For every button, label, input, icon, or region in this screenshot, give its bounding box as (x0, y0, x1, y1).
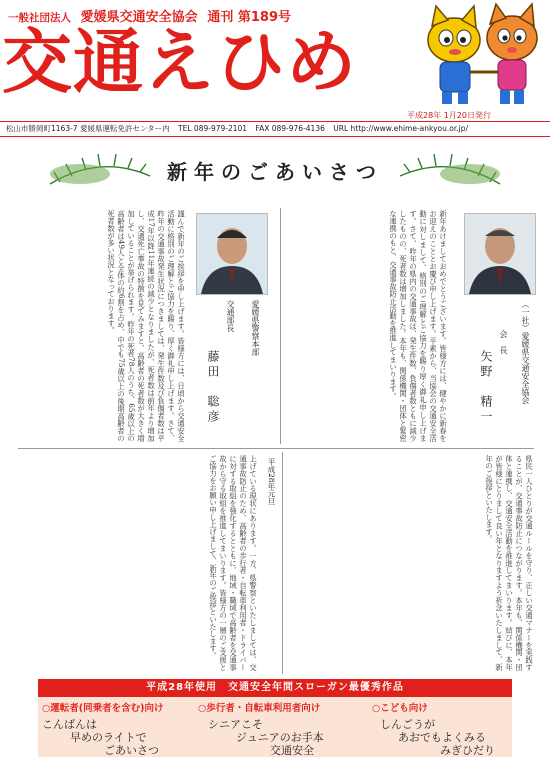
police-closing-date: 平成28年元旦 (267, 458, 276, 506)
assoc-portrait-photo (464, 213, 536, 295)
slogan-category-driver: ○運転者(同乗者を含む)向け (42, 703, 164, 714)
issue-number: 通刊 第189号 (207, 10, 291, 25)
org-name: 愛媛県交通安全協会 (80, 10, 198, 25)
police-name: 藤田 聡彦 (206, 350, 220, 425)
police-title: 愛媛県警察本部 (251, 300, 260, 356)
section-divider (18, 448, 534, 449)
assoc-role: 会 長 (499, 330, 508, 354)
slogan-line: シニアこそ (208, 718, 263, 731)
police-role: 交通部長 (226, 300, 235, 332)
issue-date: 平成28年 1月20日発行 (407, 111, 491, 120)
address-text: 松山市勝岡町1163-7 愛媛県運転免許センター内 (6, 124, 170, 133)
slogan-category-children: ○こども向け (372, 703, 428, 714)
slogan-line: 交通安全 (270, 744, 314, 757)
police-greeting-body: 謹んで新年のご挨拶を申し上げます。皆様方には、日頃から交通安全活動に格別のご理解とご協力を賜り、厚く御礼申し上げます。さて、昨年の交通事故発生状況につきましては、発生件数及び負傷者数は平成17年以降11年連続の減少となりましたが、死者数は前年より増加し、交通死亡事故の特徴を見てみますと、高齢者の死者数が大きく増加していることが挙げられます。昨年の死者78人のうち、65歳以上の高齢者は49人と全体の約6割を占め、中でも75歳以上の後期高齢者の死者数が多い状況となっております。 (107, 210, 186, 442)
mascot-cats-icon (414, 0, 550, 108)
slogan-header: 平成28年使用 交通安全年間スローガン最優秀作品 (38, 679, 512, 697)
tel-text: TEL 089-979-2101 (178, 124, 248, 133)
assoc-greeting-body: 新年あけましておめでとうございます。皆様方には、健やかに新春をお迎えのこととお慶び申し上げます。平素から、当協会の交通安全活動に対しまして、格別のご理解とご協力を賜り厚く御礼申し上げます。さて、昨年の県内の交通事故は、発生件数、負傷者数ともに減少したものの、死者数は増加しました。本年も、関係機関・団体と緊密な連携のもと、交通事故防止活動を推進してまいります。 (389, 210, 448, 442)
assoc-org: （一社）愛媛県交通安全協会 (521, 300, 530, 404)
column-divider-lower (282, 452, 283, 674)
slogan-line: 早めのライトで (70, 731, 147, 744)
fax-text: FAX 089-976-4136 (255, 124, 325, 133)
slogan-line: こんばんは (42, 718, 97, 731)
slogan-line: みぎひだり (440, 744, 495, 757)
slogan-line: しんごうが (380, 718, 435, 731)
assoc-name: 矢野 精一 (479, 350, 493, 425)
address-bar (0, 121, 550, 137)
slogan-line: ごあいさつ (104, 744, 159, 757)
newsletter-title: 交通えひめ (2, 21, 357, 103)
slogan-line: あおでもよくみる (398, 731, 486, 744)
police-portrait-photo (196, 213, 268, 295)
greeting-heading: 新年のごあいさつ (167, 160, 383, 184)
slogan-line: ジュニアのお手本 (236, 731, 324, 744)
url-text: URL http://www.ehime-ankyou.or.jp/ (333, 124, 469, 133)
column-divider (280, 208, 281, 444)
assoc-greeting-continued: 県民一人ひとりが交通ルールを守り、正しい交通マナーを実践することが、交通事故防止につながります。本年も、関係機関・団体と連携し、交通安全活動を推進してまいります。結びに、本年が皆様にとりまして良い年となりますよう祈念いたしまして、新年のご挨拶といたします。 (485, 455, 534, 671)
slogan-category-pedestrian: ○歩行者・自転車利用者向け (198, 703, 321, 714)
org-type: 一般社団法人 (8, 12, 71, 24)
police-greeting-continued: 上げている現状にあります。一方、県警察といたしましては、交通事故防止のため、高齢者の歩行者・自転車利用者・ドライバーに対する取組を強化するとともに、地域・職域で高齢者を交通事故から守る取組を推進してまいります。皆様方の一層のご支援とご協力をお願い申し上げまして、新年のご挨拶といたします。 (209, 455, 258, 671)
